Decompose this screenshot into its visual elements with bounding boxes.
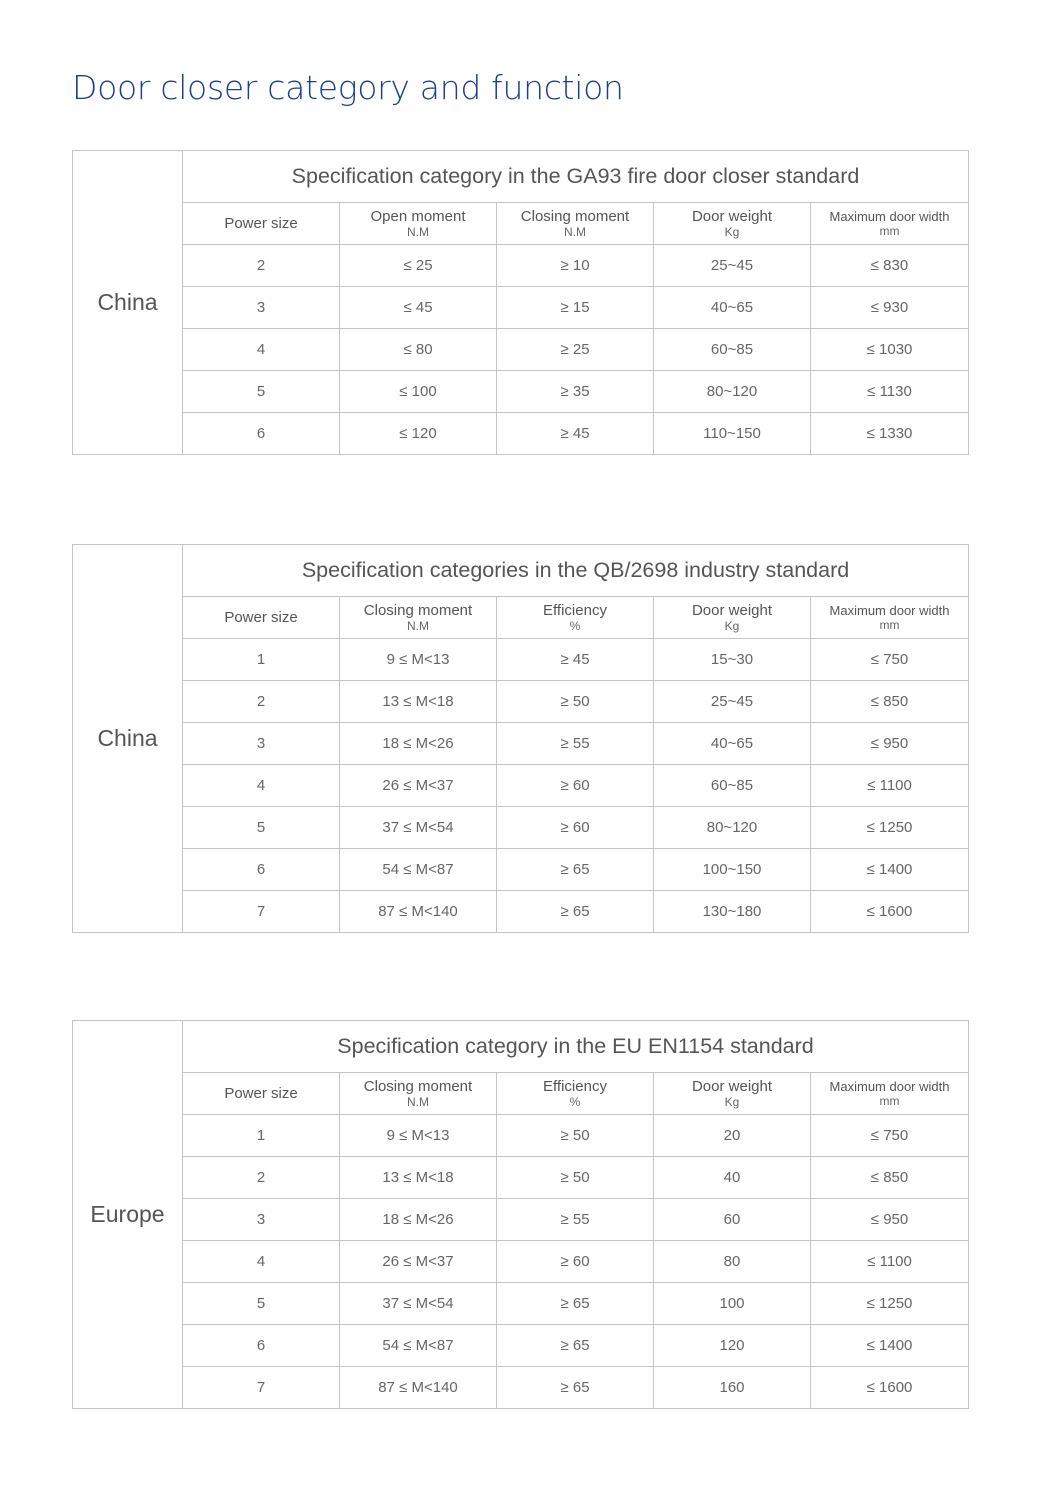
column-header-unit: mm (879, 223, 900, 238)
table-cell: 5 (183, 371, 340, 413)
column-header (811, 597, 969, 639)
table-cell: 80~120 (654, 371, 811, 413)
table-title-row (73, 545, 969, 597)
table-cell: 54 ≤ M<87 (340, 849, 497, 891)
column-header (811, 1073, 969, 1115)
table-row (73, 1283, 969, 1325)
table-row (73, 849, 969, 891)
table-row (73, 245, 969, 287)
region-label: China (73, 545, 183, 933)
table-cell: 26 ≤ M<37 (340, 1241, 497, 1283)
table-row (73, 1241, 969, 1283)
table-cell: ≤ 1130 (811, 371, 969, 413)
table-cell: ≥ 60 (497, 765, 654, 807)
table-header-row (73, 203, 969, 245)
table-cell: ≥ 35 (497, 371, 654, 413)
table-row (73, 371, 969, 413)
column-header-label: Efficiency (543, 601, 607, 619)
table-cell: 6 (183, 849, 340, 891)
table-cell: ≥ 10 (497, 245, 654, 287)
table-cell: 9 ≤ M<13 (340, 639, 497, 681)
table-row (73, 1157, 969, 1199)
table-cell: 2 (183, 245, 340, 287)
table-cell: ≥ 60 (497, 807, 654, 849)
column-header (497, 597, 654, 639)
table-cell: 5 (183, 1283, 340, 1325)
region-label: China (73, 151, 183, 455)
table-row (73, 1199, 969, 1241)
table-cell: 7 (183, 1367, 340, 1409)
table-title: Specification category in the EU EN1154 standard (183, 1021, 969, 1073)
column-header-label: Door weight (691, 1077, 773, 1095)
column-header (340, 203, 497, 245)
table-cell: ≤ 830 (811, 245, 969, 287)
table-cell: 100~150 (654, 849, 811, 891)
table-cell: 9 ≤ M<13 (340, 1115, 497, 1157)
table-cell: 4 (183, 765, 340, 807)
table-cell: ≥ 65 (497, 1283, 654, 1325)
table-cell: ≤ 1250 (811, 1283, 969, 1325)
table-title-row (73, 151, 969, 203)
column-header (183, 1073, 340, 1115)
table-row (73, 1115, 969, 1157)
column-header (183, 597, 340, 639)
table-cell: ≤ 80 (340, 329, 497, 371)
table-cell: ≤ 1400 (811, 849, 969, 891)
table-row (73, 1325, 969, 1367)
column-header-label: Closing moment (363, 601, 473, 619)
table-cell: 160 (654, 1367, 811, 1409)
table-cell: ≥ 50 (497, 1157, 654, 1199)
column-header (340, 1073, 497, 1115)
column-header-label: Closing moment (363, 1077, 473, 1095)
column-header-unit: % (569, 1094, 581, 1109)
table-cell: 130~180 (654, 891, 811, 933)
table-cell: ≥ 65 (497, 891, 654, 933)
table-row (73, 807, 969, 849)
table-cell: 3 (183, 723, 340, 765)
table-cell: ≤ 1330 (811, 413, 969, 455)
table-cell: 1 (183, 639, 340, 681)
column-header-label: Door weight (691, 207, 773, 225)
column-header-label: Open moment (370, 207, 466, 225)
column-header-unit: % (569, 618, 581, 633)
table-cell: ≥ 60 (497, 1241, 654, 1283)
table-cell: 60 (654, 1199, 811, 1241)
table-cell: 26 ≤ M<37 (340, 765, 497, 807)
table-cell: ≤ 25 (340, 245, 497, 287)
table-cell: 100 (654, 1283, 811, 1325)
column-header-unit: mm (879, 1093, 900, 1108)
table-cell: ≤ 120 (340, 413, 497, 455)
table-cell: ≥ 50 (497, 681, 654, 723)
column-header-unit: Kg (724, 224, 740, 239)
table-cell: 60~85 (654, 765, 811, 807)
table-cell: 25~45 (654, 681, 811, 723)
table-cell: ≤ 1600 (811, 1367, 969, 1409)
table-cell: 120 (654, 1325, 811, 1367)
table-cell: 40 (654, 1157, 811, 1199)
table-cell: 18 ≤ M<26 (340, 723, 497, 765)
table-cell: 2 (183, 1157, 340, 1199)
column-header-unit: N.M (407, 618, 429, 633)
table-cell: 40~65 (654, 287, 811, 329)
table-cell: 25~45 (654, 245, 811, 287)
column-header-label: Door weight (691, 601, 773, 619)
table-cell: 54 ≤ M<87 (340, 1325, 497, 1367)
table-row (73, 765, 969, 807)
table-cell: 7 (183, 891, 340, 933)
table-header-row (73, 597, 969, 639)
table-title: Specification categories in the QB/2698 industry standard (183, 545, 969, 597)
table-cell: ≥ 50 (497, 1115, 654, 1157)
page-title: Door closer category and function (72, 68, 624, 107)
column-header (654, 1073, 811, 1115)
table-cell: ≤ 750 (811, 1115, 969, 1157)
region-label: Europe (73, 1021, 183, 1409)
table-title: Specification category in the GA93 fire door closer standard (183, 151, 969, 203)
table-cell: 13 ≤ M<18 (340, 1157, 497, 1199)
table-cell: ≥ 45 (497, 639, 654, 681)
table-cell: ≤ 930 (811, 287, 969, 329)
column-header-label: Power size (224, 608, 298, 626)
table-cell: ≥ 55 (497, 1199, 654, 1241)
column-header-label: Maximum door width (829, 1078, 950, 1094)
table-cell: 6 (183, 1325, 340, 1367)
spec-table-ga93 (72, 150, 969, 455)
table-cell: 5 (183, 807, 340, 849)
table-row (73, 1367, 969, 1409)
column-header-unit: Kg (724, 1094, 740, 1109)
table-cell: ≤ 850 (811, 1157, 969, 1199)
table-row (73, 329, 969, 371)
column-header-unit: N.M (407, 224, 429, 239)
table-cell: 4 (183, 329, 340, 371)
table-cell: ≤ 1100 (811, 765, 969, 807)
table-cell: 2 (183, 681, 340, 723)
column-header-label: Efficiency (543, 1077, 607, 1095)
table-row (73, 723, 969, 765)
table-cell: ≤ 1250 (811, 807, 969, 849)
spec-table-en1154 (72, 1020, 969, 1409)
spec-table-qb2698 (72, 544, 969, 933)
column-header-unit: N.M (407, 1094, 429, 1109)
table-cell: 37 ≤ M<54 (340, 1283, 497, 1325)
table-cell: 40~65 (654, 723, 811, 765)
table-row (73, 891, 969, 933)
table-cell: 18 ≤ M<26 (340, 1199, 497, 1241)
table-cell: 87 ≤ M<140 (340, 891, 497, 933)
table-cell: ≤ 1400 (811, 1325, 969, 1367)
table-cell: ≥ 65 (497, 849, 654, 891)
table-cell: ≥ 65 (497, 1325, 654, 1367)
table-cell: ≥ 25 (497, 329, 654, 371)
column-header (340, 597, 497, 639)
table-cell: 6 (183, 413, 340, 455)
table-row (73, 287, 969, 329)
column-header (811, 203, 969, 245)
table-cell: 4 (183, 1241, 340, 1283)
column-header (497, 1073, 654, 1115)
table-title-row (73, 1021, 969, 1073)
table-row (73, 639, 969, 681)
table-cell: ≤ 950 (811, 1199, 969, 1241)
column-header (183, 203, 340, 245)
table-row (73, 681, 969, 723)
table-cell: 110~150 (654, 413, 811, 455)
column-header-unit: Kg (724, 618, 740, 633)
table-cell: 20 (654, 1115, 811, 1157)
column-header-unit: mm (879, 617, 900, 632)
table-cell: ≥ 65 (497, 1367, 654, 1409)
table-cell: 80 (654, 1241, 811, 1283)
table-cell: 13 ≤ M<18 (340, 681, 497, 723)
table-cell: ≤ 750 (811, 639, 969, 681)
table-cell: 87 ≤ M<140 (340, 1367, 497, 1409)
table-cell: 37 ≤ M<54 (340, 807, 497, 849)
column-header-label: Power size (224, 214, 298, 232)
table-cell: 15~30 (654, 639, 811, 681)
column-header-label: Maximum door width (829, 208, 950, 224)
column-header (654, 597, 811, 639)
table-row (73, 413, 969, 455)
column-header (654, 203, 811, 245)
table-cell: ≤ 1030 (811, 329, 969, 371)
table-cell: ≤ 1100 (811, 1241, 969, 1283)
table-cell: ≤ 950 (811, 723, 969, 765)
table-cell: ≥ 15 (497, 287, 654, 329)
table-cell: 3 (183, 287, 340, 329)
table-header-row (73, 1073, 969, 1115)
table-cell: 3 (183, 1199, 340, 1241)
column-header-unit: N.M (564, 224, 586, 239)
table-cell: ≤ 1600 (811, 891, 969, 933)
table-cell: ≤ 100 (340, 371, 497, 413)
table-cell: ≥ 45 (497, 413, 654, 455)
table-cell: 1 (183, 1115, 340, 1157)
column-header-label: Power size (224, 1084, 298, 1102)
column-header (497, 203, 654, 245)
table-cell: ≤ 45 (340, 287, 497, 329)
table-cell: 80~120 (654, 807, 811, 849)
column-header-label: Closing moment (520, 207, 630, 225)
column-header-label: Maximum door width (829, 602, 950, 618)
table-cell: 60~85 (654, 329, 811, 371)
table-cell: ≤ 850 (811, 681, 969, 723)
table-cell: ≥ 55 (497, 723, 654, 765)
